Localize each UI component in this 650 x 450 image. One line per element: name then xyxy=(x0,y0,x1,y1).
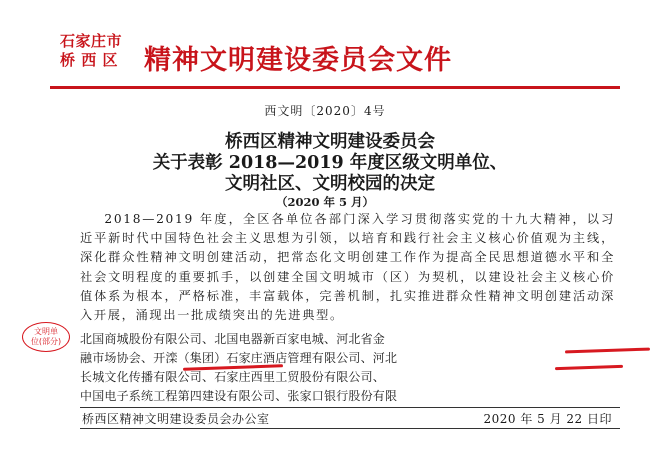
body-line: 2018—2019 年度，全区各单位各部门深入学习贯彻落实 xyxy=(104,212,473,226)
title-line: 桥西区精神文明建设委员会 xyxy=(225,132,435,152)
title-line: 文明社区、文明校园的决定 xyxy=(225,174,435,194)
body-line: 党的十九大精神，以习近平新时代中国特色社会主义思想为 xyxy=(80,212,615,246)
body-paragraph xyxy=(80,210,615,325)
unit-list-line: 中国电子系统工程第四建设有限公司、张家口银行股份有限 xyxy=(80,389,398,403)
document-date: （2020 年 5 月） xyxy=(275,195,375,209)
annotation-stamp xyxy=(22,322,70,352)
title-line: 关于表彰 2018—2019 年度区级文明单位、 xyxy=(152,153,508,173)
document-title xyxy=(70,132,590,195)
stamp-line-1: 文明单 xyxy=(34,327,58,336)
body-line: 严格标准，丰富载体，完善机制，扎实推进群众性精神文明 xyxy=(178,288,545,303)
unit-list-line: 融市场协会、开滦（集团）石家庄酒店管理有限公司、河北 xyxy=(80,351,398,365)
footer-rule-bottom xyxy=(80,428,620,429)
header-red-rule xyxy=(50,86,620,89)
body-line: 思想道德水平和全社会文明程度的重要抓手，以创建全国文 xyxy=(80,250,615,284)
body-line: 明城市（区）为契机，以建设社会主义核心价值体系为根本， xyxy=(80,269,615,303)
unit-list xyxy=(80,330,620,406)
unit-list-line: 长城文化传播有限公司、石家庄西里工贸股份有限公司、 xyxy=(80,370,386,384)
footer-office: 桥西区精神文明建设委员会办公室 xyxy=(82,412,270,426)
body-line: 创建活动深入开展，涌现出一批成绩突出的先进典型。 xyxy=(80,288,616,323)
issuer-district: 桥 西 区 xyxy=(60,51,118,69)
body-line: 引领，以培育和践行社会主义核心价值观为主线，深化群众 xyxy=(80,231,615,265)
stamp-line-2: 位(部分) xyxy=(30,337,62,346)
document-header xyxy=(60,32,620,82)
document-body xyxy=(80,210,615,325)
document-number: 西文明〔2020〕4号 xyxy=(264,104,386,118)
footer-print-date: 2020 年 5 月 22 日印 xyxy=(483,412,612,426)
issuer-city: 石家庄市 xyxy=(60,32,123,50)
issuer-district-label xyxy=(60,32,136,70)
unit-list-line: 北国商城股份有限公司、北国电器新百家电城、河北省金 xyxy=(80,332,386,346)
footer-rule-top xyxy=(80,407,620,408)
body-line: 性精神文明创建活动，把常态化文明创建工作作为提高全民 xyxy=(136,250,503,265)
issuer-title: 精神文明建设委员会文件 xyxy=(144,45,452,76)
